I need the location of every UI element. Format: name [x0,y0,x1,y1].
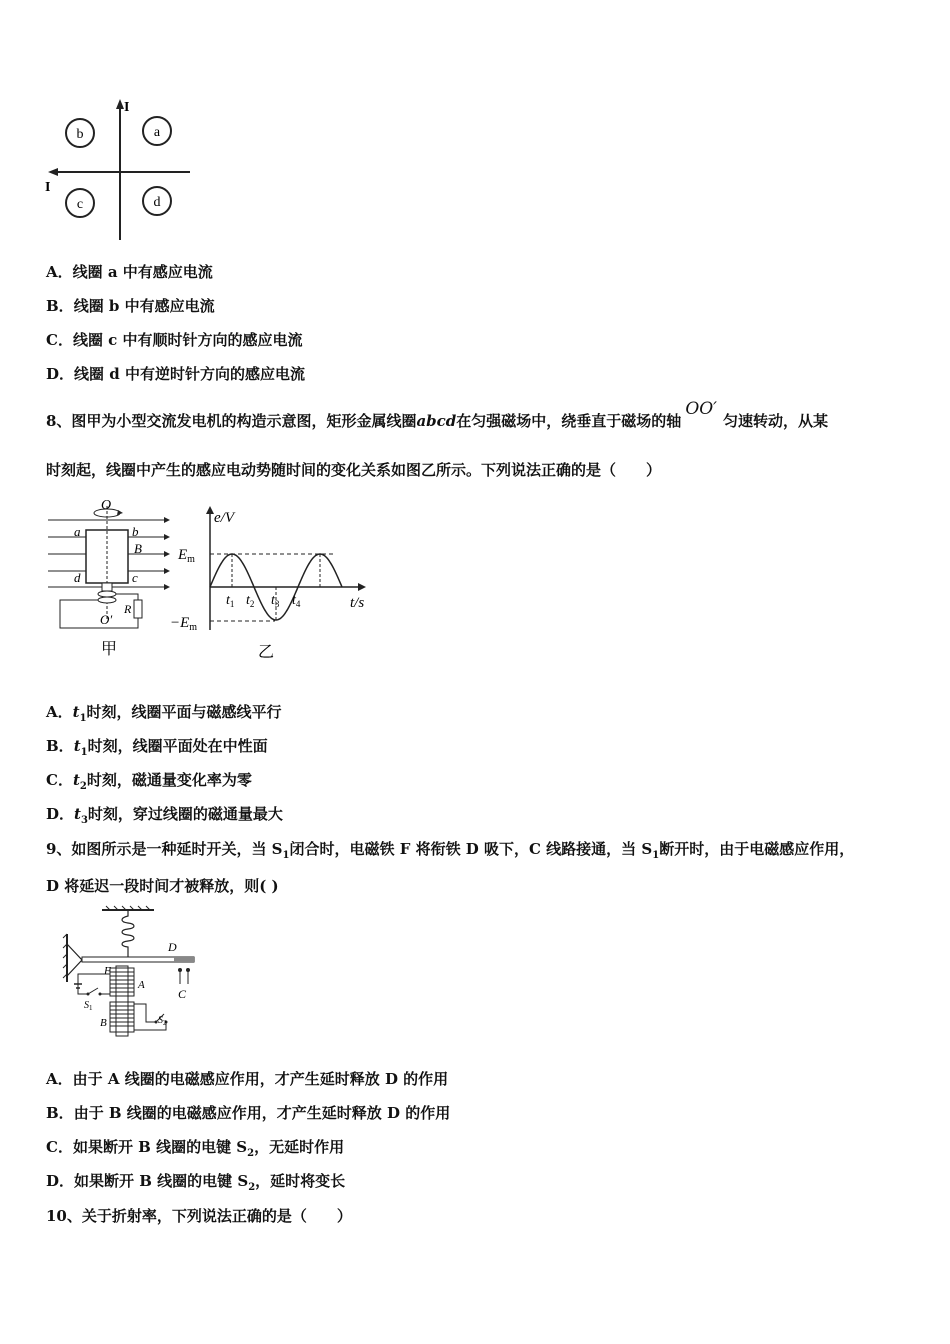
coil-c [66,189,94,217]
q8-stem-text3: 匀速转动，从某 [723,412,829,430]
y-axis-label: e/V [214,510,234,526]
tick-t2: $t_2$ [246,593,255,609]
current-label-horizontal: I [45,180,51,195]
option-label: A． [46,703,73,721]
label-A: A [138,979,145,991]
option-label: A． [46,263,73,281]
option-text: 如果断开 B 线圈的电键 S [74,1172,249,1190]
q10-stem [46,1205,352,1226]
q9-option-a [46,1068,448,1089]
q8-stem-text: 8、图甲为小型交流发电机的构造示意图，矩形金属线圈 [46,412,417,430]
option-label: B． [46,737,74,755]
q9-stem-text2: 闭合时，电磁铁 F 将衔铁 D 吸下，C 线路接通，当 S [289,840,653,858]
option-label: C． [46,1138,73,1156]
slip-ring-bottom [98,597,116,603]
option-label: D． [46,365,75,383]
q9-option-b [46,1102,450,1123]
slip-ring-top [98,591,116,597]
t-symbol: t [73,737,81,755]
label-a: a [74,524,81,539]
coil-leads [102,583,112,591]
option-text: 线圈 a 中有感应电流 [72,263,213,281]
coil-c-label: c [76,197,84,212]
t-symbol: t [74,805,81,823]
label-D: D [168,940,177,954]
option-text: 时刻，磁通量变化率为零 [86,771,252,789]
q7-figure [40,95,200,245]
s1-subscript: 1 [652,850,660,861]
q9-stem-text3: 断开时，由于电磁感应作用， [659,840,855,858]
neg-em-label: $-E_m$ [170,615,198,633]
option-text: 时刻，线圈平面处在中性面 [87,737,268,755]
q10-stem-text: 10、关于折射率，下列说法正确的是（ ） [46,1207,352,1225]
t-symbol: t [72,771,80,789]
t-subscript: 1 [80,747,88,758]
q9-stem-text: 9、如图所示是一种延时开关，当 S [46,840,283,858]
label-S2: $S_2$ [158,1015,167,1027]
current-label-vertical: I [124,100,130,115]
coil-d-label: d [153,195,161,210]
option-text-end: ，无延时作用 [254,1138,345,1156]
caption-jia: 甲 [101,641,118,658]
y-arrow-icon [206,506,214,514]
t-symbol: t [72,703,80,721]
label-B: B [100,1017,107,1029]
s1-subscript: 1 [282,850,290,861]
x-arrow-icon [358,583,366,591]
spring [122,910,134,957]
switch-S1 [88,988,98,994]
s2-subscript: 2 [248,1182,256,1193]
option-text: 由于 B 线圈的电磁感应作用，才产生延时释放 D 的作用 [73,1104,451,1122]
em-label: $E_m$ [178,547,195,565]
q8-stem-line2 [46,459,661,480]
q7-option-a [46,261,213,282]
tick-t1: $t_1$ [226,593,235,609]
armature-tip [174,957,194,962]
option-label: C． [46,771,73,789]
option-text: 线圈 b 中有感应电流 [73,297,215,315]
q9-stem-line2 [46,875,279,896]
q8-figure-graph [170,500,385,665]
label-F: F [104,965,111,977]
q9-stem-text4: D 将延迟一段时间才被释放，则( ) [46,877,279,895]
label-C: C [178,987,187,1001]
t-subscript: 2 [79,781,87,792]
q8-option-b [46,735,268,758]
coil-a-label: a [153,125,161,140]
option-label: A． [46,1070,73,1088]
label-d: d [74,570,81,585]
option-text: 由于 A 线圈的电磁感应作用，才产生延时释放 D 的作用 [72,1070,449,1088]
q9-option-c [46,1136,344,1159]
arrow-up-icon [116,99,124,109]
q9-stem-line1 [46,838,854,861]
option-text: 线圈 c 中有顺时针方向的感应电流 [72,331,303,349]
option-label: D． [46,1172,75,1190]
label-b: b [132,524,139,539]
q8-option-c [46,769,252,792]
option-text: 线圈 d 中有逆时针方向的感应电流 [74,365,305,383]
option-text: 如果断开 B 线圈的电键 S [72,1138,248,1156]
q9-option-d [46,1170,345,1193]
label-S1: $S_1$ [84,1000,93,1012]
s2-subscript: 2 [247,1148,255,1159]
q8-figure-generator [46,496,171,661]
coil-d [143,187,171,215]
q8-coil-name: abcd [416,412,457,430]
q7-option-b [46,295,215,316]
label-R: R [124,602,132,616]
option-label: D． [46,805,75,823]
hinge [67,944,82,976]
circuit-S2 [134,1004,156,1022]
caption-yi: 乙 [258,644,275,661]
q8-stem-text4: 时刻起，线圈中产生的感应电动势随时间的变化关系如图乙所示。下列说法正确的是（ ） [46,461,662,479]
coil-b [66,119,94,147]
t-subscript: 1 [79,713,87,724]
option-text: 时刻，穿过线圈的磁通量最大 [87,805,283,823]
t-subscript: 3 [80,815,88,826]
option-label: B． [46,297,74,315]
resistor-R [134,600,142,618]
q8-option-d [46,803,283,826]
coil-a [143,117,171,145]
label-O-prime: O′ [100,612,113,627]
q7-option-d [46,363,305,384]
q8-axis-symbol: OO′ [685,399,718,419]
x-axis-label: t/s [350,595,365,611]
label-c: c [132,570,138,585]
q9-figure-delay-switch [62,904,202,1044]
circuit-S1 [78,974,110,994]
tick-t4: $t_4$ [292,593,301,609]
q8-option-a [46,701,282,724]
q8-stem-text2: 在匀强磁场中，绕垂直于磁场的轴 [456,412,682,430]
label-B: B [134,541,142,556]
coil-b-label: b [76,127,84,142]
option-text: 时刻，线圈平面与磁感线平行 [86,703,282,721]
option-label: B． [46,1104,74,1122]
label-O: O [101,498,112,513]
option-text-end: ，延时将变长 [255,1172,346,1190]
arrow-left-icon [48,168,58,176]
tick-t3: $t_3$ [271,593,280,609]
external-circuit-2 [116,594,138,600]
q7-option-c [46,329,303,350]
option-label: C． [46,331,73,349]
q8-stem-line1 [46,399,829,431]
